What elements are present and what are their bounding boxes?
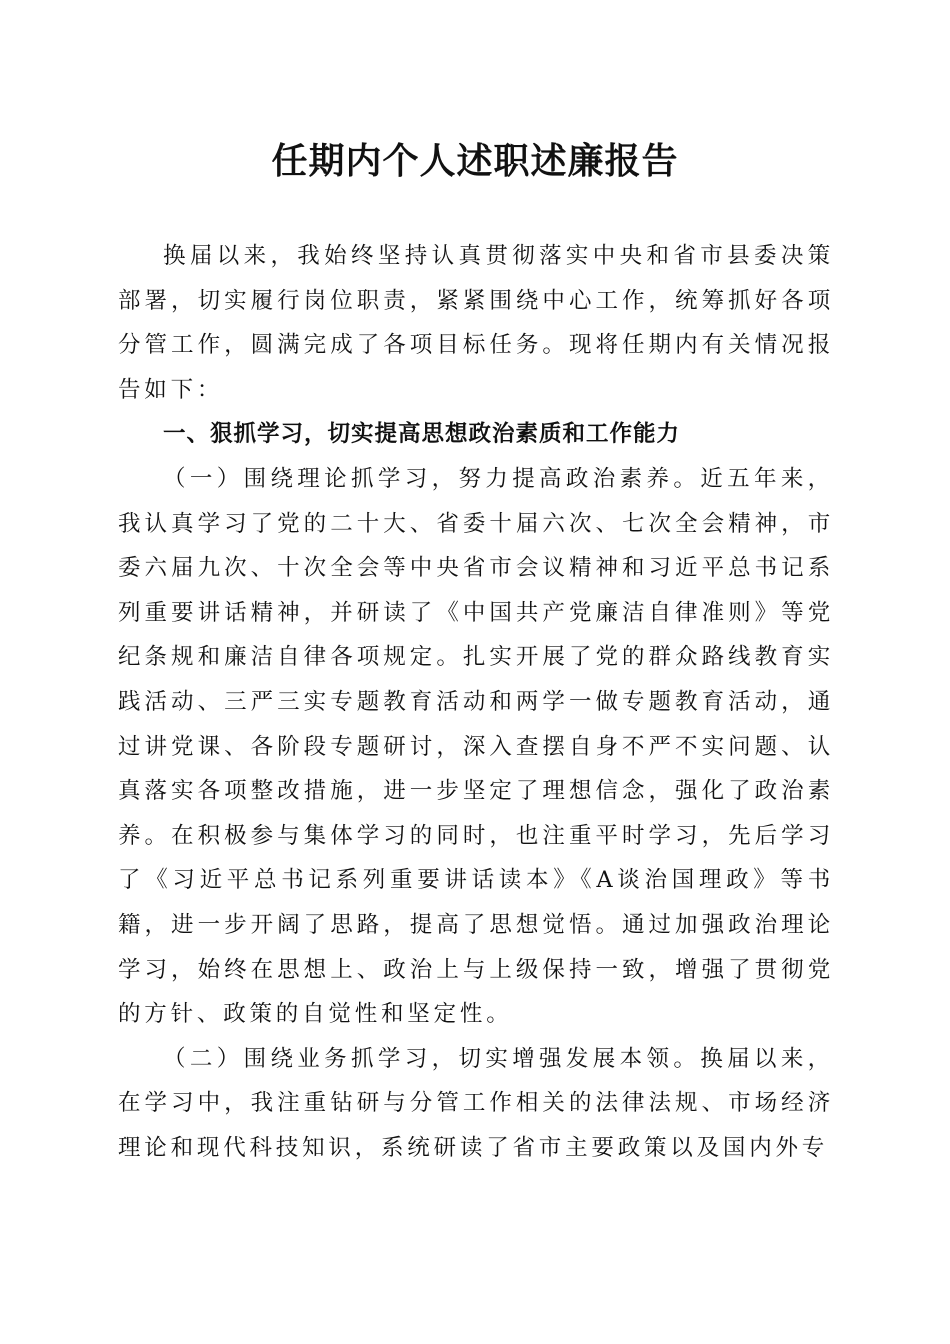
section-heading: 一、狠抓学习，切实提高思想政治素质和工作能力	[163, 421, 681, 448]
subsection-body: 近五年来，我认真学习了党的二十大、省委十届六次、七次全会精神，市委六届九次、十次全会等中央省市会议精神和习近平总书记系列重要讲话精神，并研读了《中国共产党廉洁自律准则》等党纪条规和廉洁自律各项规定。扎实开展了党的群众路线教育实践活动、三严三实专题教育活动和两学一做专题教育活动，通过讲党课、各阶段专题研讨，深入查摆自身不严不实问题、认真落实各项整改措施，进一步坚定了理想信念，强化了政治素养。在积极参与集体学习的同时，也注重平时学习，先后学习了《习近平总书记系列重要讲话读本》《A谈治国理政》等书籍，进一步开阔了思路，提高了思想觉悟。通过加强政治理论学习，始终在思想上、政治上与上级保持一致，增强了贯彻党的方针、政策的自觉性和坚定性。	[118, 465, 834, 1028]
intro-paragraph: 换届以来，我始终坚持认真贯彻落实中央和省市县委决策部署，切实履行岗位职责，紧紧围绕中心工作，统筹抓好各项分管工作，圆满完成了各项目标任务。现将任期内有关情况报告如下：	[118, 243, 834, 403]
subsection-body: 换届以来，在学习中，我注重钻研与分管工作相关的法律法规、市场经济理论和现代科技知识，系统研读了省市主要政策以及国内外专	[118, 1045, 834, 1161]
subsection-paragraph	[118, 1037, 834, 1171]
document-title: 任期内个人述职述廉报告	[271, 140, 679, 182]
subsection-lead: （一）围绕理论抓学习，努力提高政治素养。	[163, 465, 701, 492]
document-body	[118, 234, 834, 1170]
subsection-lead: （二）围绕业务抓学习，切实增强发展本领。	[163, 1045, 701, 1072]
subsection-paragraph	[118, 457, 834, 1037]
